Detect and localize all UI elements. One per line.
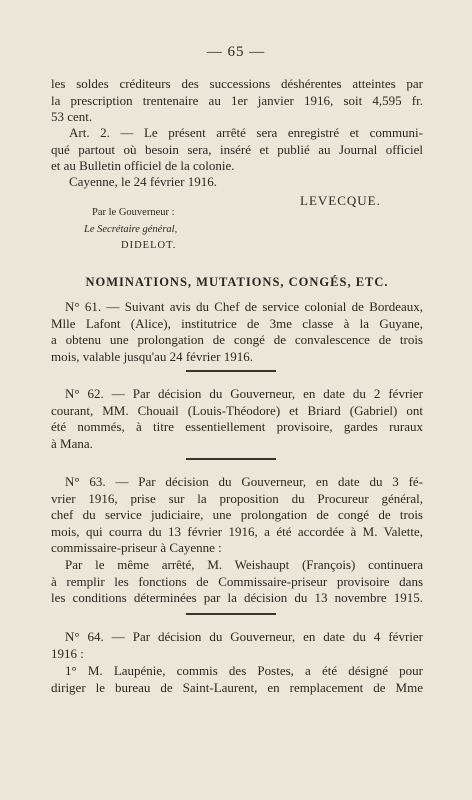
text-line: N° 64. — Par décision du Gouverneur, en date du 4 février bbox=[65, 629, 423, 644]
date-line: Cayenne, le 24 février 1916. bbox=[69, 174, 218, 189]
text-line: à Mana. bbox=[51, 435, 93, 451]
text-line: et au Bulletin officiel de la colonie. bbox=[51, 158, 235, 173]
text-line: 1916 : bbox=[51, 645, 84, 661]
notice-64-item-1 bbox=[51, 663, 423, 696]
text-line: diriger le bureau de Saint-Laurent, en remplacement de Mme bbox=[51, 679, 423, 695]
text-line: vrier 1916, prise sur la proposition du Procureur général, bbox=[51, 490, 423, 506]
section-divider bbox=[186, 370, 276, 372]
notice-62 bbox=[51, 386, 423, 452]
text-line: Par le même arrêté, M. Weishaupt (François) continuera bbox=[65, 557, 423, 572]
text-line: à remplir les fonctions de Commissaire-priseur provisoire dans bbox=[51, 573, 423, 589]
text-line: courant, MM. Chouail (Louis-Théodore) et Briard (Gabriel) ont bbox=[51, 402, 423, 418]
text-line: N° 63. — Par décision du Gouverneur, en date du 3 fé- bbox=[65, 474, 423, 489]
text-line: mois, valable jusqu'au 24 février 1916. bbox=[51, 348, 253, 364]
text-line: N° 61. — Suivant avis du Chef de service colonial de Bordeaux, bbox=[65, 299, 423, 314]
section-heading: NOMINATIONS, MUTATIONS, CONGÉS, ETC. bbox=[85, 275, 389, 289]
secretary-title: Le Secrétaire général, bbox=[84, 224, 178, 235]
text-line: 53 cent. bbox=[51, 109, 93, 124]
text-line: 1° M. Laupénie, commis des Postes, a été désigné pour bbox=[65, 663, 423, 678]
signatory-name: LEVECQUE. bbox=[300, 193, 381, 208]
text-line: été nommés, à titre essentiellement provisoire, gardes ruraux bbox=[51, 419, 423, 434]
text-line: Art. 2. — Le présent arrêté sera enregistré et communi- bbox=[69, 125, 423, 140]
notice-63-continued bbox=[51, 557, 423, 607]
notice-61 bbox=[51, 299, 423, 365]
text-line: qué partout où besoin sera, inséré et publié au Journal officiel bbox=[51, 141, 423, 157]
article-2-paragraph bbox=[51, 125, 423, 175]
intro-paragraph bbox=[51, 76, 423, 126]
text-line: Mlle Lafont (Alice), institutrice de 3me classe à la Guyane, bbox=[51, 315, 423, 331]
text-line: N° 62. — Par décision du Gouverneur, en date du 2 février bbox=[65, 386, 423, 401]
text-line: chef du service judiciaire, une prolongation de congé de trois bbox=[51, 507, 423, 522]
by-governor-label: Par le Gouverneur : bbox=[92, 207, 175, 218]
secretary-name: DIDELOT. bbox=[121, 240, 177, 251]
text-line: commissaire-priseur à Cayenne : bbox=[51, 540, 222, 555]
text-line: a obtenu une prolongation de congé de convalescence de trois bbox=[51, 332, 423, 347]
page-number: — 65 — bbox=[206, 44, 266, 60]
text-line: mois, qui courra du 13 février 1916, a été accordée à M. Valette, bbox=[51, 523, 423, 539]
text-line: la prescription trentenaire au 1er janvier 1916, soit 4,595 fr. bbox=[51, 92, 423, 108]
text-line: les soldes créditeurs des successions déshérentes atteintes par bbox=[51, 76, 423, 91]
section-divider bbox=[186, 613, 276, 615]
text-line: les conditions déterminées par la décision du 13 novembre 1915. bbox=[51, 590, 423, 605]
section-divider bbox=[186, 458, 276, 460]
notice-63 bbox=[51, 474, 423, 557]
notice-64 bbox=[51, 629, 423, 662]
